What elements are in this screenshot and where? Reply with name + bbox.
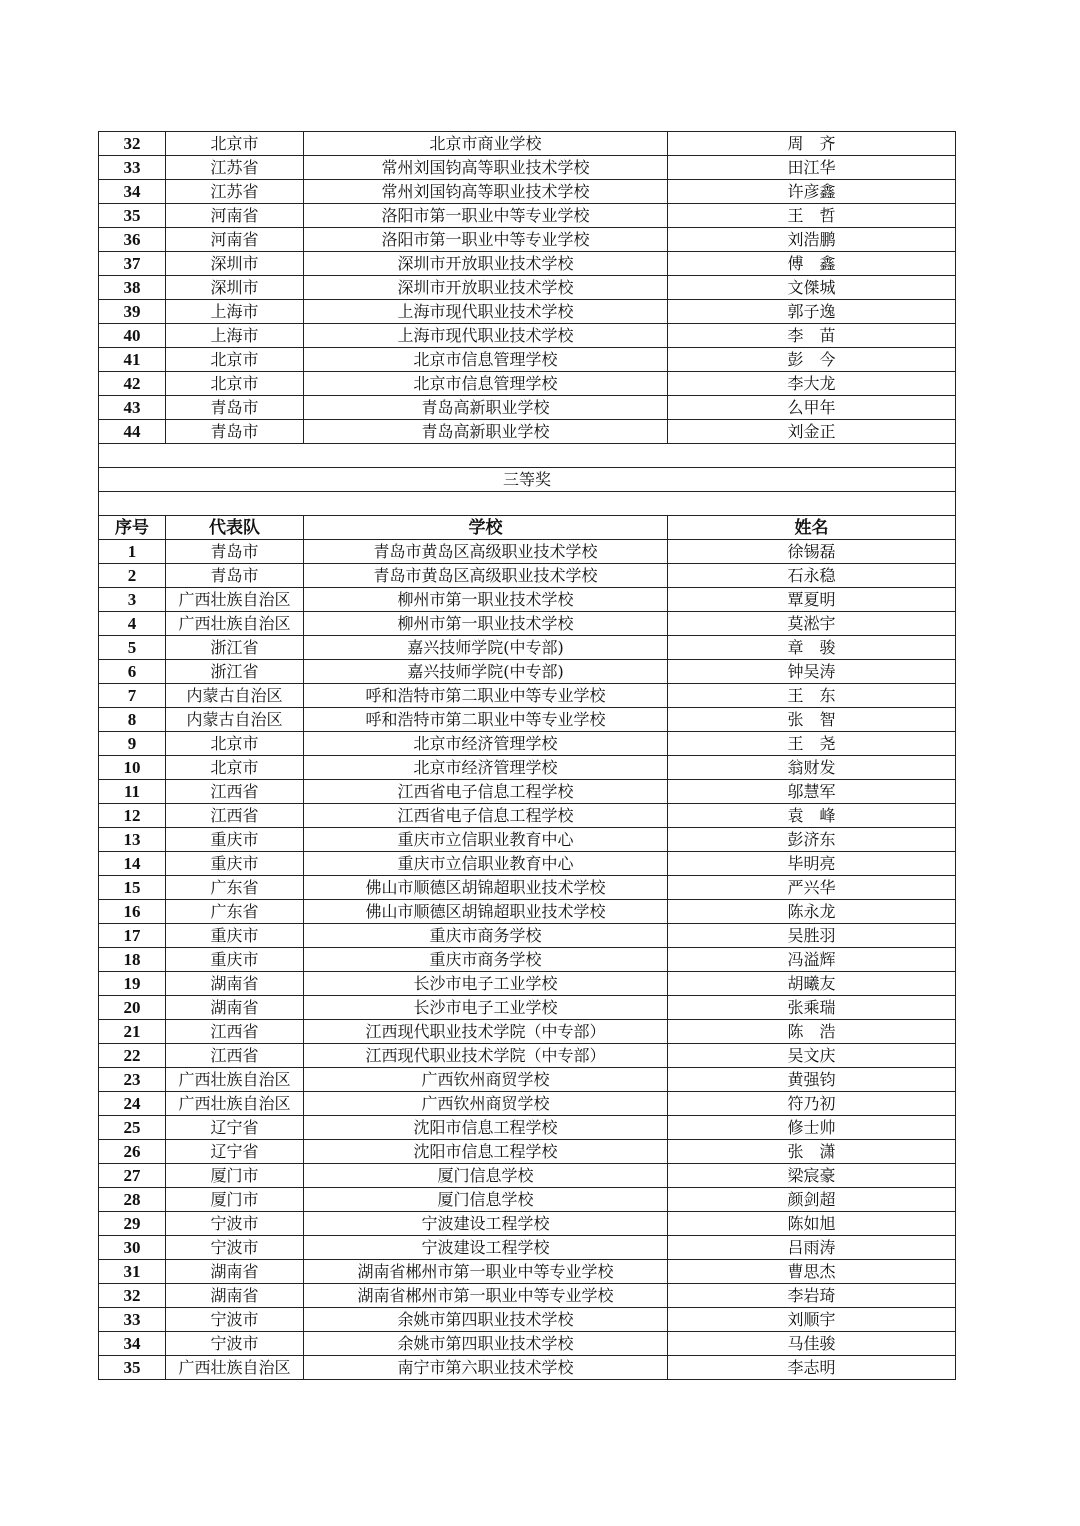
cell-name: 钟吴涛 [668,660,956,684]
cell-school: 佛山市顺德区胡锦超职业技术学校 [304,876,668,900]
cell-team: 深圳市 [166,276,304,300]
table-row [99,684,956,708]
blank-cell [99,444,956,468]
cell-name: 彭 今 [668,348,956,372]
cell-school: 北京市商业学校 [304,132,668,156]
table-row [99,732,956,756]
cell-team: 代表队 [166,516,304,540]
cell-school: 江西现代职业技术学院（中专部） [304,1020,668,1044]
cell-name: 吴胜羽 [668,924,956,948]
cell-number: 24 [99,1092,166,1116]
cell-number: 38 [99,276,166,300]
cell-number: 44 [99,420,166,444]
cell-team: 河南省 [166,204,304,228]
cell-team: 北京市 [166,132,304,156]
cell-number: 4 [99,612,166,636]
cell-school: 洛阳市第一职业中等专业学校 [304,204,668,228]
cell-school: 湖南省郴州市第一职业中等专业学校 [304,1260,668,1284]
cell-school: 北京市信息管理学校 [304,372,668,396]
cell-number: 7 [99,684,166,708]
cell-number: 32 [99,132,166,156]
table-row [99,1284,956,1308]
table-row [99,1068,956,1092]
cell-team: 广西壮族自治区 [166,1092,304,1116]
cell-number: 41 [99,348,166,372]
table-row [99,756,956,780]
cell-team: 广东省 [166,876,304,900]
cell-school: 北京市经济管理学校 [304,732,668,756]
cell-school: 呼和浩特市第二职业中等专业学校 [304,684,668,708]
cell-school: 青岛市黄岛区高级职业技术学校 [304,540,668,564]
table-row [99,996,956,1020]
blank-cell [99,492,956,516]
cell-number: 10 [99,756,166,780]
table-row [99,324,956,348]
cell-number: 26 [99,1140,166,1164]
cell-team: 江西省 [166,1044,304,1068]
table-row [99,540,956,564]
cell-name: 刘浩鹏 [668,228,956,252]
cell-name: 徐锡磊 [668,540,956,564]
cell-name: 符乃初 [668,1092,956,1116]
cell-school: 重庆市商务学校 [304,948,668,972]
cell-number: 15 [99,876,166,900]
cell-number: 17 [99,924,166,948]
cell-number: 40 [99,324,166,348]
table-row [99,132,956,156]
cell-team: 江西省 [166,1020,304,1044]
cell-school: 深圳市开放职业技术学校 [304,276,668,300]
cell-name: 曹思杰 [668,1260,956,1284]
cell-number: 14 [99,852,166,876]
cell-name: 陈如旭 [668,1212,956,1236]
cell-school: 长沙市电子工业学校 [304,972,668,996]
cell-name: 李志明 [668,1356,956,1380]
cell-number: 25 [99,1116,166,1140]
cell-number: 22 [99,1044,166,1068]
cell-team: 广西壮族自治区 [166,1356,304,1380]
cell-school: 南宁市第六职业技术学校 [304,1356,668,1380]
cell-team: 上海市 [166,324,304,348]
cell-school: 湖南省郴州市第一职业中等专业学校 [304,1284,668,1308]
table-row [99,900,956,924]
cell-name: 田江华 [668,156,956,180]
cell-name: 袁 峰 [668,804,956,828]
cell-number: 39 [99,300,166,324]
cell-team: 湖南省 [166,972,304,996]
table-row [99,1140,956,1164]
cell-number: 27 [99,1164,166,1188]
cell-number: 8 [99,708,166,732]
table-row [99,1236,956,1260]
cell-name: 陈永龙 [668,900,956,924]
cell-number: 20 [99,996,166,1020]
table-row [99,924,956,948]
cell-name: 彭济东 [668,828,956,852]
table-row [99,1212,956,1236]
cell-team: 上海市 [166,300,304,324]
cell-team: 湖南省 [166,1260,304,1284]
cell-number: 31 [99,1260,166,1284]
cell-name: 周 齐 [668,132,956,156]
cell-school: 厦门信息学校 [304,1164,668,1188]
table-row [99,1332,956,1356]
cell-number: 34 [99,180,166,204]
table-row [99,708,956,732]
cell-school: 余姚市第四职业技术学校 [304,1308,668,1332]
cell-name: 姓名 [668,516,956,540]
table-row [99,1116,956,1140]
table-row [99,372,956,396]
cell-team: 辽宁省 [166,1116,304,1140]
cell-team: 青岛市 [166,564,304,588]
table-row [99,852,956,876]
cell-school: 学校 [304,516,668,540]
cell-name: 冯溢辉 [668,948,956,972]
cell-school: 上海市现代职业技术学校 [304,324,668,348]
table-row [99,1356,956,1380]
cell-name: 毕明亮 [668,852,956,876]
cell-team: 广西壮族自治区 [166,612,304,636]
cell-team: 北京市 [166,732,304,756]
table-row [99,876,956,900]
cell-name: 修士帅 [668,1116,956,1140]
cell-number: 1 [99,540,166,564]
cell-name: 胡曦友 [668,972,956,996]
cell-team: 湖南省 [166,1284,304,1308]
cell-team: 重庆市 [166,924,304,948]
cell-school: 重庆市商务学校 [304,924,668,948]
cell-school: 上海市现代职业技术学校 [304,300,668,324]
cell-name: 刘金正 [668,420,956,444]
table-row [99,1020,956,1044]
table-row [99,1092,956,1116]
table-row [99,348,956,372]
cell-team: 深圳市 [166,252,304,276]
cell-school: 长沙市电子工业学校 [304,996,668,1020]
section-title: 三等奖 [99,468,956,492]
cell-name: 李岩琦 [668,1284,956,1308]
cell-school: 余姚市第四职业技术学校 [304,1332,668,1356]
section-title-row [99,468,956,492]
cell-name: 章 骏 [668,636,956,660]
cell-school: 常州刘国钧高等职业技术学校 [304,156,668,180]
cell-name: 严兴华 [668,876,956,900]
cell-number: 12 [99,804,166,828]
table-row [99,252,956,276]
cell-number: 29 [99,1212,166,1236]
table-row [99,1260,956,1284]
cell-team: 江苏省 [166,156,304,180]
results-table-body [99,132,956,1380]
cell-number: 34 [99,1332,166,1356]
cell-name: 黄强钧 [668,1068,956,1092]
cell-name: 莫淞宇 [668,612,956,636]
cell-school: 青岛高新职业学校 [304,420,668,444]
cell-school: 北京市经济管理学校 [304,756,668,780]
blank-row [99,492,956,516]
cell-school: 深圳市开放职业技术学校 [304,252,668,276]
cell-team: 北京市 [166,348,304,372]
cell-school: 沈阳市信息工程学校 [304,1116,668,1140]
table-row [99,1188,956,1212]
cell-team: 青岛市 [166,420,304,444]
cell-school: 青岛高新职业学校 [304,396,668,420]
cell-school: 江西省电子信息工程学校 [304,780,668,804]
cell-number: 9 [99,732,166,756]
table-row [99,972,956,996]
cell-school: 柳州市第一职业技术学校 [304,588,668,612]
table-row [99,1164,956,1188]
cell-number: 21 [99,1020,166,1044]
table-row [99,156,956,180]
cell-team: 重庆市 [166,828,304,852]
results-table [98,131,956,1380]
cell-number: 43 [99,396,166,420]
cell-team: 青岛市 [166,396,304,420]
cell-team: 宁波市 [166,1308,304,1332]
cell-school: 北京市信息管理学校 [304,348,668,372]
cell-school: 宁波建设工程学校 [304,1212,668,1236]
cell-number: 36 [99,228,166,252]
cell-number: 2 [99,564,166,588]
cell-number: 11 [99,780,166,804]
table-row [99,948,956,972]
cell-number: 3 [99,588,166,612]
cell-name: 王 尧 [668,732,956,756]
cell-number: 5 [99,636,166,660]
cell-team: 浙江省 [166,636,304,660]
table-row [99,636,956,660]
cell-name: 吴文庆 [668,1044,956,1068]
table-row [99,204,956,228]
cell-name: 马佳骏 [668,1332,956,1356]
cell-name: 李大龙 [668,372,956,396]
table-row [99,660,956,684]
cell-number: 28 [99,1188,166,1212]
cell-name: 陈 浩 [668,1020,956,1044]
cell-team: 宁波市 [166,1212,304,1236]
table-row [99,828,956,852]
cell-name: 傅 鑫 [668,252,956,276]
cell-name: 刘顺宇 [668,1308,956,1332]
cell-team: 内蒙古自治区 [166,708,304,732]
table-row [99,300,956,324]
cell-number: 35 [99,204,166,228]
cell-number: 16 [99,900,166,924]
cell-school: 嘉兴技师学院(中专部) [304,636,668,660]
cell-team: 河南省 [166,228,304,252]
cell-school: 厦门信息学校 [304,1188,668,1212]
cell-team: 江西省 [166,804,304,828]
cell-name: 覃夏明 [668,588,956,612]
cell-team: 辽宁省 [166,1140,304,1164]
cell-name: 么甲年 [668,396,956,420]
header-row [99,516,956,540]
cell-name: 邬慧军 [668,780,956,804]
cell-team: 重庆市 [166,948,304,972]
cell-name: 郭子逸 [668,300,956,324]
cell-team: 北京市 [166,756,304,780]
cell-number: 42 [99,372,166,396]
cell-team: 湖南省 [166,996,304,1020]
table-row [99,804,956,828]
cell-name: 张乘瑞 [668,996,956,1020]
table-row [99,588,956,612]
cell-number: 18 [99,948,166,972]
cell-school: 青岛市黄岛区高级职业技术学校 [304,564,668,588]
cell-team: 重庆市 [166,852,304,876]
cell-school: 江西省电子信息工程学校 [304,804,668,828]
table-row [99,420,956,444]
cell-name: 张 潇 [668,1140,956,1164]
cell-school: 宁波建设工程学校 [304,1236,668,1260]
cell-number: 30 [99,1236,166,1260]
blank-row [99,444,956,468]
cell-number: 33 [99,156,166,180]
cell-number: 序号 [99,516,166,540]
cell-school: 广西钦州商贸学校 [304,1068,668,1092]
cell-name: 文傑城 [668,276,956,300]
cell-school: 洛阳市第一职业中等专业学校 [304,228,668,252]
cell-number: 13 [99,828,166,852]
table-row [99,564,956,588]
cell-school: 嘉兴技师学院(中专部) [304,660,668,684]
cell-team: 广东省 [166,900,304,924]
cell-team: 北京市 [166,372,304,396]
cell-name: 吕雨涛 [668,1236,956,1260]
cell-team: 内蒙古自治区 [166,684,304,708]
table-row [99,1308,956,1332]
cell-number: 6 [99,660,166,684]
cell-name: 石永稳 [668,564,956,588]
cell-team: 广西壮族自治区 [166,588,304,612]
cell-team: 江苏省 [166,180,304,204]
cell-number: 35 [99,1356,166,1380]
cell-team: 江西省 [166,780,304,804]
cell-team: 厦门市 [166,1188,304,1212]
cell-school: 重庆市立信职业教育中心 [304,852,668,876]
cell-school: 江西现代职业技术学院（中专部） [304,1044,668,1068]
cell-school: 广西钦州商贸学校 [304,1092,668,1116]
cell-team: 宁波市 [166,1332,304,1356]
cell-number: 23 [99,1068,166,1092]
cell-name: 梁宸豪 [668,1164,956,1188]
cell-team: 广西壮族自治区 [166,1068,304,1092]
cell-team: 青岛市 [166,540,304,564]
cell-school: 柳州市第一职业技术学校 [304,612,668,636]
cell-name: 王 哲 [668,204,956,228]
table-row [99,1044,956,1068]
cell-name: 颜剑超 [668,1188,956,1212]
cell-school: 呼和浩特市第二职业中等专业学校 [304,708,668,732]
cell-number: 32 [99,1284,166,1308]
cell-team: 浙江省 [166,660,304,684]
cell-name: 张 智 [668,708,956,732]
cell-name: 王 东 [668,684,956,708]
cell-name: 许彦鑫 [668,180,956,204]
cell-number: 37 [99,252,166,276]
cell-school: 常州刘国钧高等职业技术学校 [304,180,668,204]
cell-school: 重庆市立信职业教育中心 [304,828,668,852]
cell-school: 佛山市顺德区胡锦超职业技术学校 [304,900,668,924]
cell-school: 沈阳市信息工程学校 [304,1140,668,1164]
cell-name: 翁财发 [668,756,956,780]
table-row [99,396,956,420]
table-row [99,276,956,300]
cell-team: 宁波市 [166,1236,304,1260]
table-row [99,228,956,252]
cell-number: 19 [99,972,166,996]
table-row [99,612,956,636]
table-row [99,780,956,804]
cell-number: 33 [99,1308,166,1332]
table-row [99,180,956,204]
cell-name: 李 苗 [668,324,956,348]
cell-team: 厦门市 [166,1164,304,1188]
